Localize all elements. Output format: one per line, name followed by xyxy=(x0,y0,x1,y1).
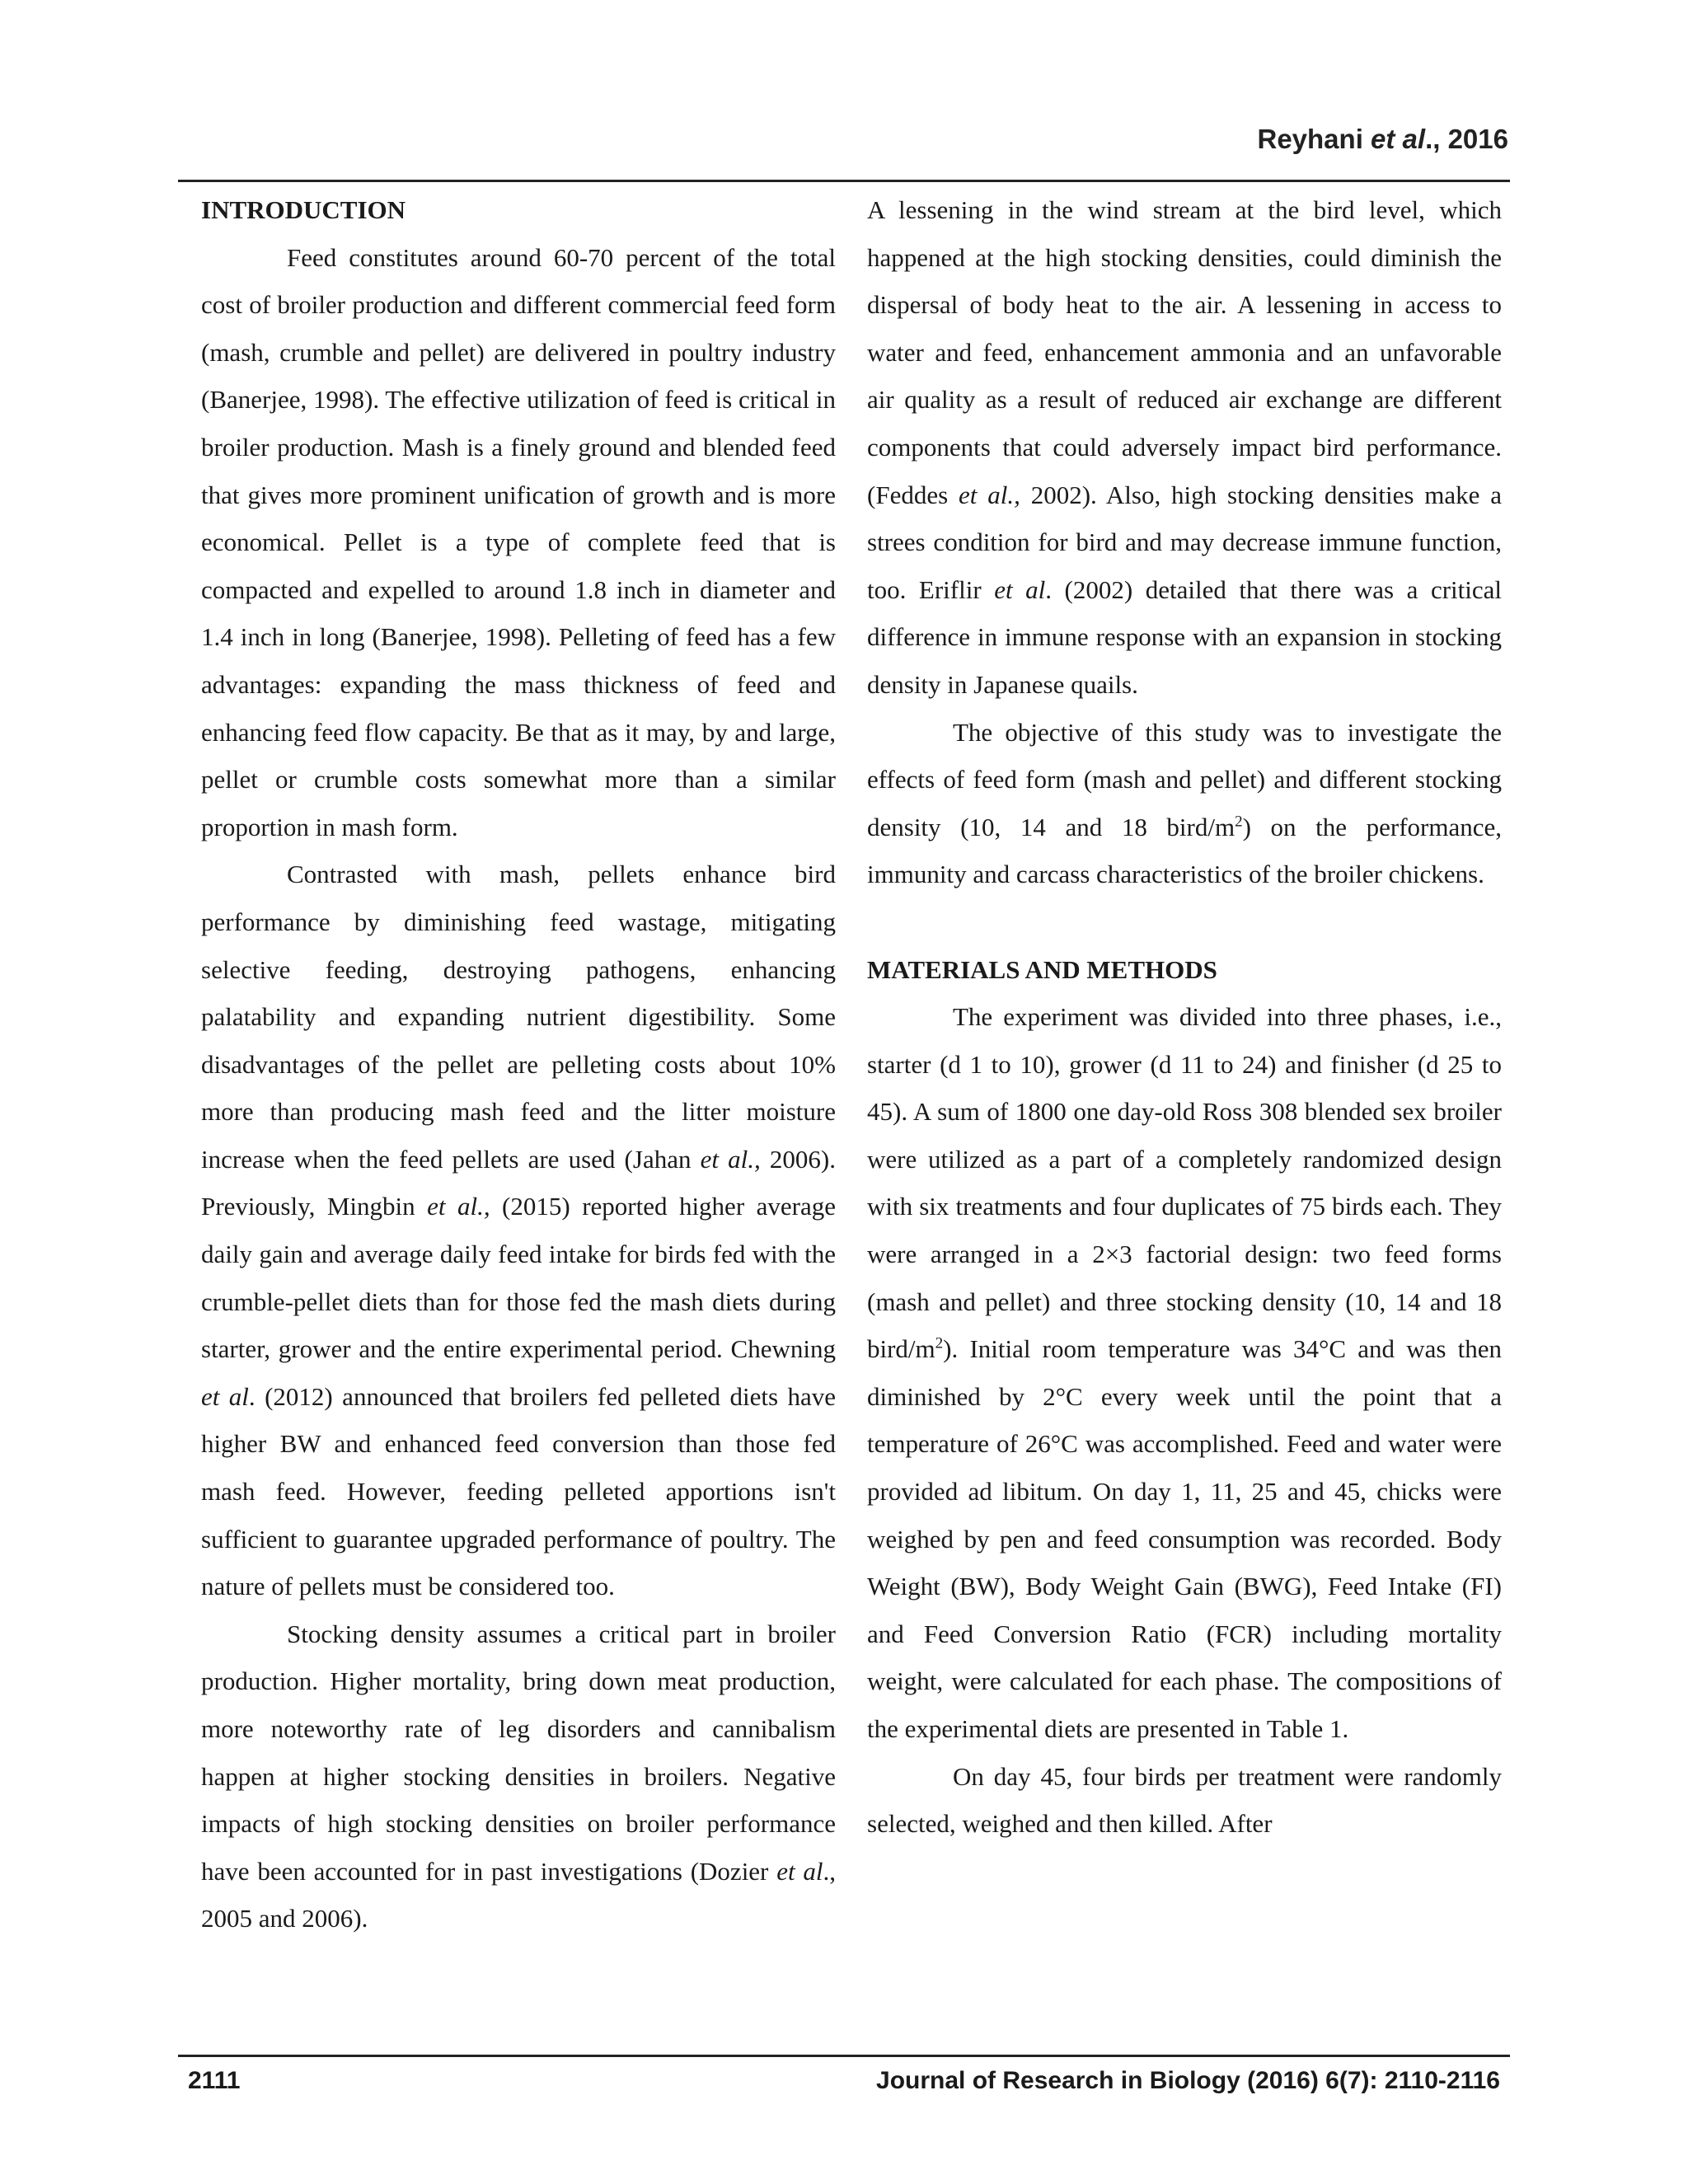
left-column xyxy=(201,186,836,1943)
text-run: 2006). Previously, Mingbin xyxy=(201,1144,836,1221)
superscript: 2 xyxy=(935,1334,944,1352)
text-run: . (2012) announced that broilers fed pelleted diets have higher BW and enhanced feed conversion than those fed mash feed. However, feeding pelleted apportions isn't sufficient to guarantee upgraded performance of poultry. The nature of pellets must be considered too. xyxy=(201,1381,836,1601)
intro-paragraph-3 xyxy=(201,1610,836,1943)
intro-paragraph-4 xyxy=(867,186,1502,709)
text-run: A lessening in the wind stream at the bird level, which happened at the high stocking densities, could diminish the dispersal of body heat to the air. A lessening in access to water and feed, enhancement ammonia and an unfavorable air quality as a result of reduced air exchange are different components that could adversely impact bird performance. (Feddes xyxy=(867,195,1502,509)
methods-paragraph-2: On day 45, four birds per treatment were randomly selected, weighed and then killed. After xyxy=(867,1761,1502,1839)
footer-rule xyxy=(178,2055,1510,2057)
text-run: 2002). Also, high stocking densities make a strees condition for bird and may decrease immune function, too. Eriflir xyxy=(867,480,1502,604)
text-run: The experiment was divided into three phases, i.e., starter (d 1 to 10), grower (d 11 to 24) and finisher (d 25 to 45). A sum of 1800 one day-old Ross 308 blended sex broiler were utilized as a part of a completely randomized design with six treatments and four duplicates of 75 birds each. They were arranged in a 2×3 factorial design: two feed forms (mash and pellet) and three stocking density (10, 14 and 18 bird/m xyxy=(867,1002,1502,1364)
header-author: Reyhani xyxy=(1257,124,1372,154)
text-run: . (2002) detailed that there was a critical difference in immune response with an expansion in stocking density in Japanese quails. xyxy=(867,574,1502,699)
etal-citation: et al., xyxy=(427,1192,490,1221)
journal-citation: Journal of Research in Biology (2016) 6(7): 2110-2116 xyxy=(876,2067,1500,2094)
running-header xyxy=(1257,124,1508,155)
right-column xyxy=(867,186,1502,1848)
etal-citation: et al xyxy=(994,574,1046,604)
text-run: (2015) reported higher average daily gain and average daily feed intake for birds fed with the crumble-pellet diets than for those fed the mash diets during starter, grower and the entire experimental period. Chewning xyxy=(201,1192,836,1364)
header-rule xyxy=(178,180,1510,182)
intro-paragraph-2 xyxy=(201,851,836,1610)
text-run: ., 2005 and 2006). xyxy=(201,1856,836,1933)
text-run: ) on the performance, immunity and carcass characteristics of the broiler chickens. xyxy=(867,812,1502,889)
text-run: Stocking density assumes a critical part in broiler production. Higher mortality, bring down meat production, more noteworthy rate of leg disorders and cannibalism happen at higher stocking densities in broilers. Negative impacts of high stocking densities on broiler performance have been accounted for in past investigations (Dozier xyxy=(201,1619,836,1886)
etal-citation: et al., xyxy=(700,1144,761,1174)
text-run: ). Initial room temperature was 34°C and was then diminished by 2°C every week until the point that a temperature of 26°C was accomplished. Feed and water were provided ad libitum. On day 1, 11, 25 and 45, chicks were weighed by pen and feed consumption was recorded. Body Weight (BW), Body Weight Gain (BWG), Feed Intake (FI) and Feed Conversion Ratio (FCR) including mortality weight, were calculated for each phase. The compositions of the experimental diets are presented in Table 1. xyxy=(867,1334,1502,1743)
etal-citation: et al xyxy=(776,1856,823,1886)
introduction-heading: INTRODUCTION xyxy=(201,195,406,224)
header-etal: et al xyxy=(1371,124,1426,154)
methods-paragraph-1 xyxy=(867,993,1502,1753)
etal-citation: et al xyxy=(201,1381,249,1411)
section-gap xyxy=(867,898,1502,946)
intro-paragraph-1: Feed constitutes around 60-70 percent of the total cost of broiler production and different commercial feed form (mash, crumble and pellet) are delivered in poultry industry (Banerjee, 1998). The effective utilization of feed is critical in broiler production. Mash is a finely ground and blended feed that gives more prominent unification of growth and is more economical. Pellet is a type of complete feed that is compacted and expelled to around 1.8 inch in diameter and 1.4 inch in long (Banerjee, 1998). Pelleting of feed has a few advantages: expanding the mass thickness of feed and enhancing feed flow capacity. Be that as it may, by and large, pellet or crumble costs somewhat more than a similar proportion in mash form. xyxy=(201,242,836,841)
superscript: 2 xyxy=(1235,813,1243,831)
objective-paragraph xyxy=(867,709,1502,898)
etal-citation: et al., xyxy=(959,480,1020,509)
text-run: Contrasted with mash, pellets enhance bird performance by diminishing feed wastage, mitigating selective feeding, destroying pathogens, enhancing palatability and expanding nutrient digestibility. Some disadvantages of the pellet are pelleting costs about 10% more than producing mash feed and the litter moisture increase when the feed pellets are used (Jahan xyxy=(201,860,836,1174)
page-number: 2111 xyxy=(188,2067,241,2094)
methods-heading: MATERIALS AND METHODS xyxy=(867,954,1217,984)
text-run: The objective of this study was to investigate the effects of feed form (mash and pellet) and different stocking density (10, 14 and 18 bird/m xyxy=(867,717,1502,841)
header-year: ., 2016 xyxy=(1425,124,1508,154)
